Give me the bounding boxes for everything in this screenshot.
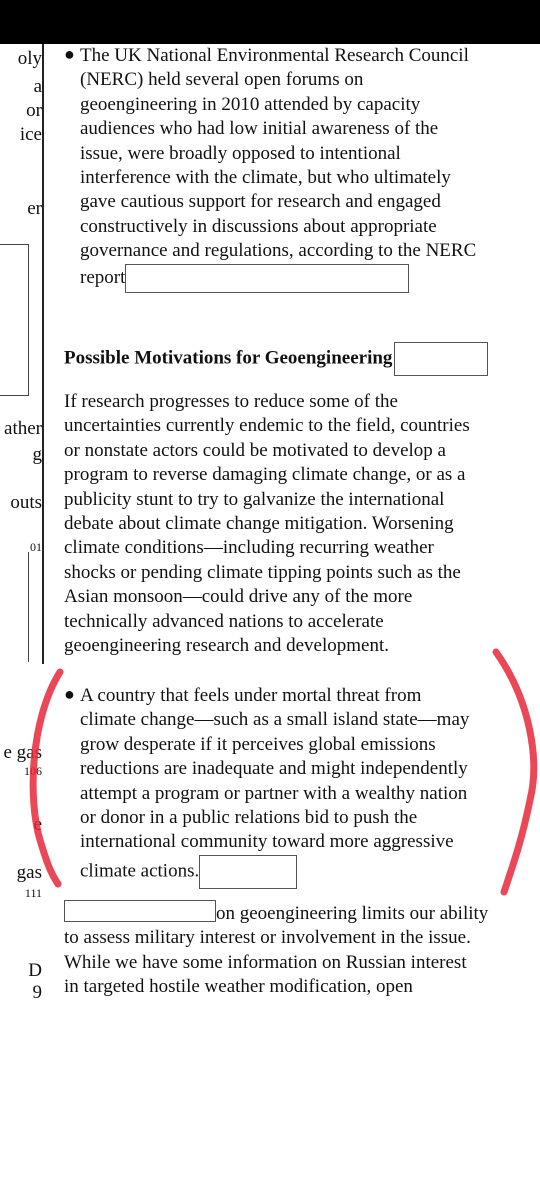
fragment: a xyxy=(33,76,42,97)
text-line: constructively in discussions about appropriate xyxy=(80,215,437,237)
bullet-1-text xyxy=(80,44,476,293)
text-line: technically advanced nations to accelerate xyxy=(64,610,384,632)
text-line: geoengineering in 2010 attended by capacity xyxy=(80,93,421,115)
bullet-dot: ● xyxy=(64,44,75,64)
text-line: If research progresses to reduce some of the xyxy=(64,391,398,412)
text-line xyxy=(80,855,469,889)
fragment: g xyxy=(32,444,42,465)
adjacent-column-fragments xyxy=(0,44,46,1044)
text-line xyxy=(64,900,488,926)
fragment: outs xyxy=(10,492,42,513)
text-line: international community toward more aggressive xyxy=(80,831,454,853)
top-black-bar xyxy=(0,0,540,44)
fragment: oly xyxy=(17,48,42,69)
text-line xyxy=(80,264,476,293)
bullet-dot: ● xyxy=(64,684,75,704)
text-line: Asian monsoon—could drive any of the more xyxy=(64,586,413,608)
text-line: climate conditions—including recurring weather xyxy=(64,537,434,559)
text-line: geoengineering research and development. xyxy=(64,635,389,657)
text-line: audiences who had low initial awareness of the xyxy=(80,118,439,140)
text-line: in targeted hostile weather modification, open xyxy=(64,976,413,998)
fragment: 01 xyxy=(30,540,42,554)
fragment: e xyxy=(33,814,42,835)
text-line: A country that feels under mortal threat from xyxy=(80,685,422,706)
text-line: reductions are inadequate and might independently xyxy=(80,758,468,780)
text-fragment: report xyxy=(80,266,126,288)
text-line: While we have some information on Russian interest xyxy=(64,951,467,973)
fragment: or xyxy=(26,100,42,121)
text-fragment: climate actions. xyxy=(80,860,200,882)
text-line: interference with the climate, but who ultimately xyxy=(80,167,451,189)
text-line: governance and regulations, according to the NERC xyxy=(80,240,477,262)
bullet-2-text xyxy=(80,684,469,889)
paragraph-closing xyxy=(64,900,488,1000)
text-line: debate about climate change mitigation. Worsening xyxy=(64,513,454,535)
fragment: e gas xyxy=(3,742,42,763)
section-heading xyxy=(64,342,488,376)
fragment: er xyxy=(27,198,42,219)
text-line: uncertainties currently endemic to the field, countries xyxy=(64,415,470,437)
text-line: climate change—such as a small island state—may xyxy=(80,709,470,731)
paragraph-motivations xyxy=(64,390,470,658)
text-fragment: on geoengineering limits our ability xyxy=(216,903,489,924)
redaction-box xyxy=(394,342,488,376)
text-line: gave cautious support for research and engaged xyxy=(80,191,441,213)
fragment: gas xyxy=(16,862,42,883)
fragment: D xyxy=(28,960,42,981)
redaction-box xyxy=(64,900,216,922)
fragment: 9 xyxy=(32,982,42,1003)
text-line: or donor in a public relations bid to push the xyxy=(80,807,418,829)
text-line: (NERC) held several open forums on xyxy=(80,69,364,91)
text-line: or nonstate actors could be motivated to develop a xyxy=(64,439,446,461)
text-line: to assess military interest or involvement in the issue. xyxy=(64,927,471,949)
fragment: 106 xyxy=(24,764,42,778)
text-line: publicity stunt to try to galvanize the international xyxy=(64,488,445,510)
fragment: 111 xyxy=(24,886,42,900)
redaction-box xyxy=(125,264,409,293)
fragment: ather xyxy=(4,418,42,439)
text-line: grow desperate if it perceives global emissions xyxy=(80,733,436,755)
text-line: issue, were broadly opposed to intentional xyxy=(80,142,401,164)
text-line: attempt a program or partner with a wealthy nation xyxy=(80,782,468,804)
text-line: The UK National Environmental Research Council xyxy=(80,45,469,66)
text-line: program to reverse damaging climate change, or as a xyxy=(64,464,466,486)
text-line: shocks or pending climate tipping points such as the xyxy=(64,561,461,583)
redaction-box xyxy=(199,855,297,889)
section-heading-text: Possible Motivations for Geoengineering xyxy=(64,347,393,369)
fragment: ice xyxy=(19,124,42,145)
right-red-bracket xyxy=(496,652,534,892)
